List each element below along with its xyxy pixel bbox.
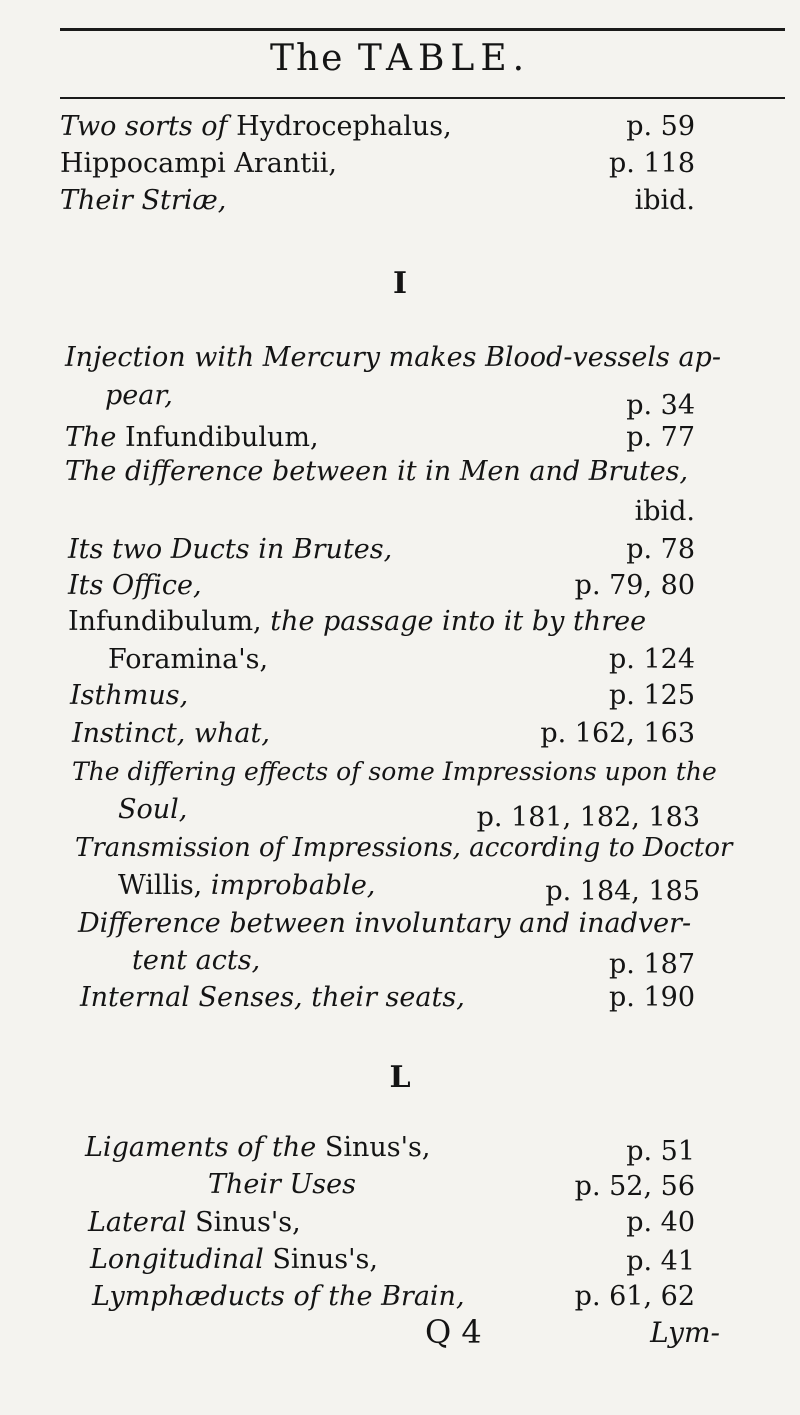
entry-text-italic: Two sorts of — [60, 111, 228, 142]
entry-text: Injection with Mercury makes Blood-vessels ap- — [65, 342, 721, 373]
page-ref: p. 118 — [609, 148, 695, 179]
page-title — [0, 38, 800, 79]
entry-injection-cont — [0, 376, 800, 421]
section-letter-i: I — [392, 266, 408, 301]
entry-infundibulum-passage-cont — [0, 640, 800, 680]
header-bottom-rule — [60, 97, 785, 99]
entry-text: The difference between it in Men and Brutes, — [65, 456, 689, 487]
entry-internal-senses — [0, 978, 800, 1018]
entry-text: Sinus's, — [186, 1207, 301, 1238]
entry-involuntary-cont — [0, 941, 800, 981]
entry-text: Instinct, what, — [72, 718, 270, 749]
entry-difference-brutes — [0, 452, 800, 492]
page-ref: p. 184, 185 — [545, 876, 700, 907]
entry-text: Lymphæducts of the Brain, — [92, 1281, 465, 1312]
entry-text: Soul, — [118, 794, 188, 825]
page-ref: p. 34 — [626, 390, 695, 421]
page-ref: ibid. — [634, 185, 695, 216]
page-ref: p. 187 — [609, 949, 695, 980]
entry-text: Hippocampi Arantii, — [60, 148, 337, 179]
entry-ligaments — [0, 1128, 800, 1168]
entry-text: Isthmus, — [70, 680, 189, 711]
entry-text-italic: The — [65, 422, 117, 453]
page-ref: p. 78 — [626, 534, 695, 565]
entry-hydrocephalus — [0, 107, 800, 147]
entry-longitudinal-sinus — [0, 1240, 800, 1280]
page-ref: p. 162, 163 — [540, 718, 695, 749]
entry-text: Sinus's, — [316, 1132, 431, 1163]
header-top-rule — [60, 28, 785, 31]
entry-two-ducts — [0, 530, 800, 570]
section-letter-l: L — [389, 1060, 411, 1095]
page-ref: p. 79, 80 — [574, 570, 695, 601]
entry-text: Transmission of Impressions, according to Doctor — [75, 833, 733, 863]
entry-text: Its Office, — [68, 570, 202, 601]
entry-infundibulum-passage — [0, 602, 800, 642]
title-word-table: TABLE. — [357, 38, 531, 79]
page-ref: p. 41 — [626, 1246, 695, 1277]
entry-text: Their Striæ, — [60, 185, 227, 216]
page-ref: p. 40 — [626, 1207, 695, 1238]
entry-text: Willis, — [118, 870, 203, 901]
page-ref: p. 51 — [626, 1136, 695, 1167]
page-ref: p. 190 — [609, 982, 695, 1013]
page-ref: p. 125 — [609, 680, 695, 711]
entry-lateral-sinus — [0, 1203, 800, 1243]
entry-transmission — [0, 828, 800, 868]
entry-text: Internal Senses, their seats, — [80, 982, 465, 1013]
entry-text-italic: the passage into it by three — [261, 606, 647, 637]
entry-differing-effects — [0, 752, 800, 792]
page-ref: p. 181, 182, 183 — [476, 802, 700, 833]
page-ref: p. 52, 56 — [574, 1171, 695, 1202]
entry-its-office — [0, 566, 800, 606]
entry-text-italic: Lateral — [88, 1207, 187, 1238]
page-ref: p. 61, 62 — [574, 1281, 695, 1312]
entry-involuntary — [0, 904, 800, 944]
entry-text: Hydrocephalus, — [227, 111, 452, 142]
catchword: Lym- — [650, 1316, 720, 1349]
entry-instinct — [0, 714, 800, 754]
page-ref: p. 77 — [626, 422, 695, 453]
entry-text: The differing effects of some Impressions upon the — [72, 757, 717, 786]
entry-text: Foramina's, — [108, 644, 269, 675]
entry-injection — [0, 338, 800, 378]
entry-text-italic: Ligaments of the — [85, 1132, 317, 1163]
entry-difference-brutes-ref — [0, 492, 800, 532]
entry-text: pear, — [105, 380, 173, 411]
entry-text: Infundibulum, — [68, 606, 262, 637]
page-ref: p. 124 — [609, 644, 695, 675]
entry-text: Sinus's, — [263, 1244, 378, 1275]
entry-text: Difference between involuntary and inadver- — [78, 908, 692, 939]
entry-text-italic: improbable, — [202, 870, 376, 901]
entry-striae — [0, 181, 800, 221]
signature-mark: Q 4 — [425, 1313, 482, 1351]
entry-text: Their Uses — [208, 1169, 356, 1200]
entry-text: Infundibulum, — [116, 422, 319, 453]
entry-transmission-cont — [0, 866, 800, 906]
entry-differing-effects-cont — [0, 790, 800, 833]
page-ref: p. 59 — [626, 111, 695, 142]
entry-text: Its two Ducts in Brutes, — [68, 534, 393, 565]
entry-lymphaeducts — [0, 1277, 800, 1317]
entry-text: tent acts, — [132, 945, 261, 976]
entry-their-uses — [0, 1165, 800, 1205]
title-word-the: The — [269, 38, 345, 79]
entry-text-italic: Longitudinal — [90, 1244, 264, 1275]
entry-hippocampi — [0, 144, 800, 184]
entry-isthmus — [0, 676, 800, 716]
page-ref: ibid. — [634, 496, 695, 527]
